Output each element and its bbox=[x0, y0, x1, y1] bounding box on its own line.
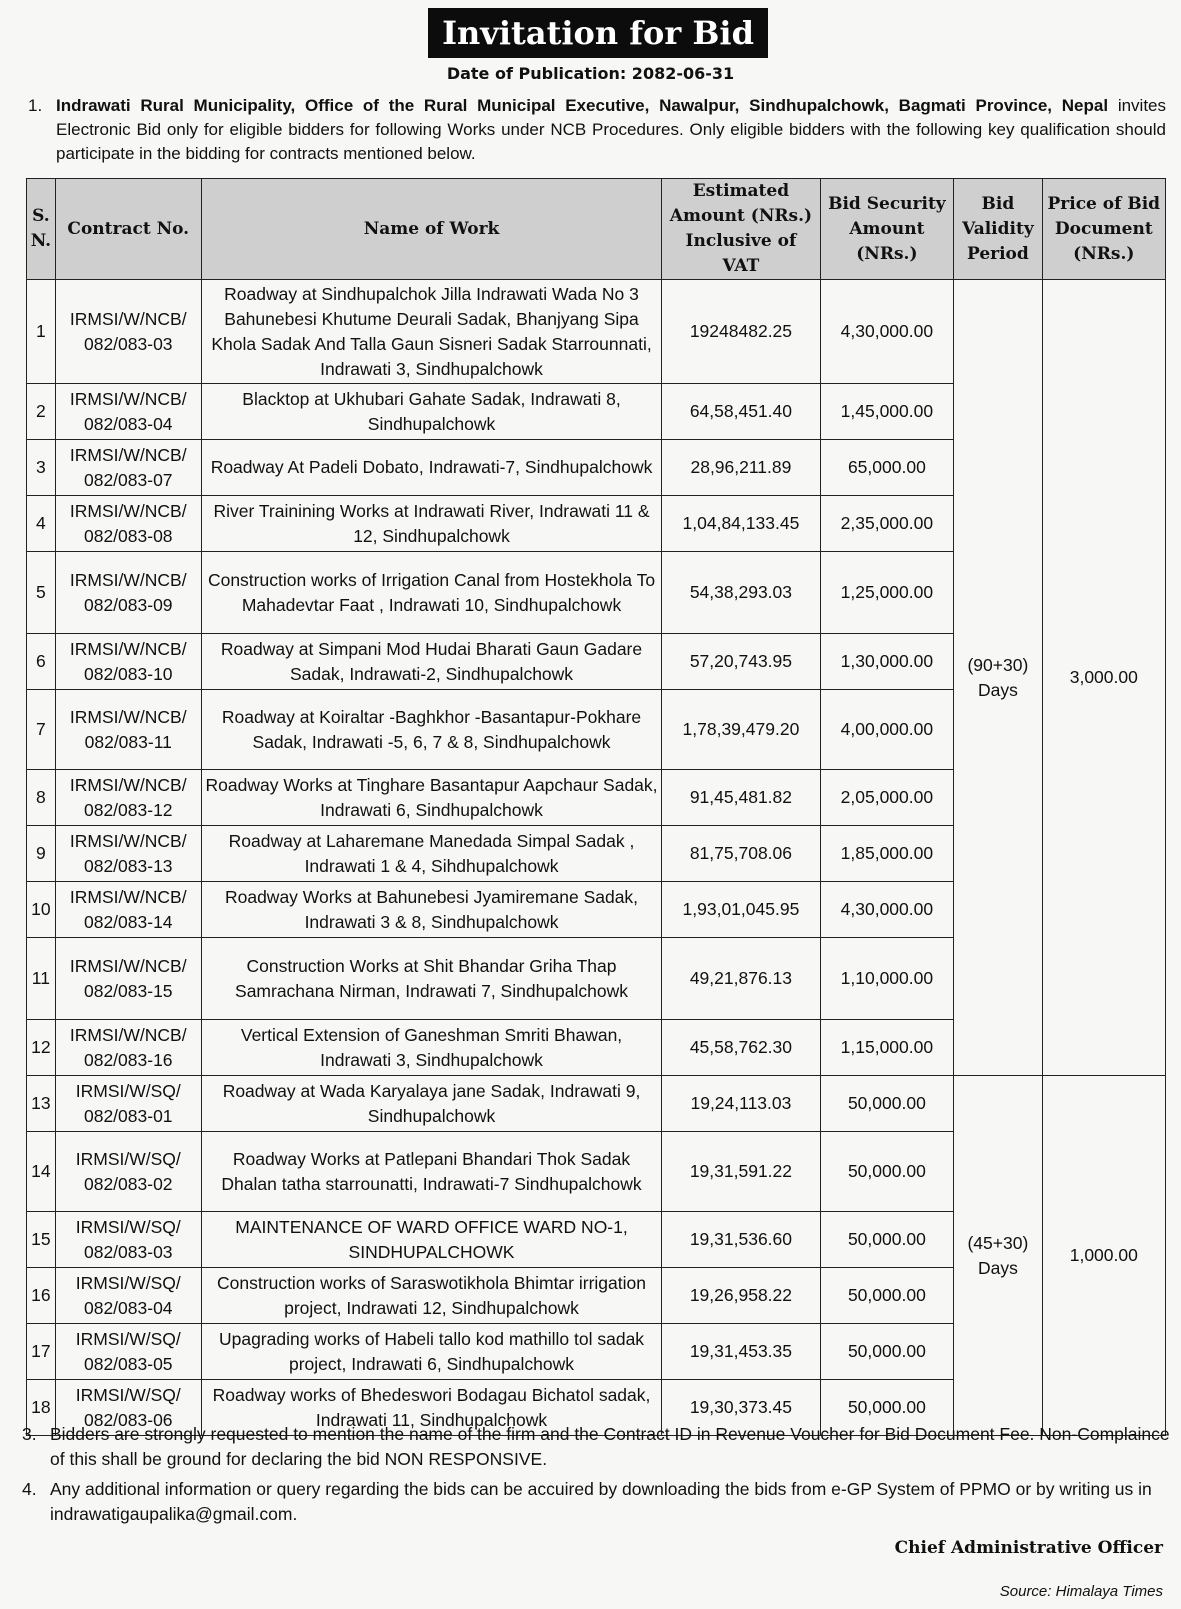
header-price-of-bid-document: Price of Bid Document (NRs.) bbox=[1042, 179, 1165, 280]
row-sn: 6 bbox=[27, 634, 56, 690]
row-bid-security: 1,25,000.00 bbox=[820, 552, 954, 634]
row-estimated-amount: 19248482.25 bbox=[662, 280, 820, 384]
row-sn: 14 bbox=[27, 1132, 56, 1212]
intro-paragraph bbox=[28, 94, 1166, 166]
row-contract-no: IRMSI/W/SQ/ 082/083-03 bbox=[55, 1212, 201, 1268]
row-bid-security: 65,000.00 bbox=[820, 440, 954, 496]
note-text: Bidders are strongly requested to mention the name of the firm and the Contract ID in Revenue Voucher for Bid Document Fee. Non-Complaince of this shall be ground for declaring the bid NON RESPONSIVE. bbox=[50, 1424, 1170, 1469]
row-estimated-amount: 19,30,373.45 bbox=[662, 1380, 820, 1436]
row-bid-security: 2,05,000.00 bbox=[820, 770, 954, 826]
row-sn: 5 bbox=[27, 552, 56, 634]
header-sn: S. N. bbox=[27, 179, 56, 280]
row-name-of-work: Roadway at Wada Karyalaya jane Sadak, Indrawati 9, Sindhupalchowk bbox=[201, 1076, 662, 1132]
note-text: Any additional information or query regarding the bids can be accuired by downloading the bids from e-GP System of PPMO or by writing us in indrawatigaupalika@gmail.com. bbox=[50, 1479, 1152, 1524]
row-contract-no: IRMSI/W/NCB/ 082/083-08 bbox=[55, 496, 201, 552]
row-estimated-amount: 1,78,39,479.20 bbox=[662, 690, 820, 770]
row-bid-security: 50,000.00 bbox=[820, 1268, 954, 1324]
intro-text: invites Electronic Bid only for eligible bidders for following Works under NCB Procedures. Only eligible bidders with the following key qualification should participate in the bidding for contracts mentioned below. bbox=[56, 96, 1166, 163]
row-sn: 4 bbox=[27, 496, 56, 552]
row-contract-no: IRMSI/W/NCB/ 082/083-07 bbox=[55, 440, 201, 496]
row-contract-no: IRMSI/W/NCB/ 082/083-16 bbox=[55, 1020, 201, 1076]
note-number: 3. bbox=[22, 1424, 37, 1444]
header-estimated-amount: Estimated Amount (NRs.) Inclusive of VAT bbox=[662, 179, 820, 280]
note-number: 4. bbox=[22, 1479, 37, 1499]
bid-validity-period: (45+30) Days bbox=[954, 1076, 1042, 1436]
row-contract-no: IRMSI/W/NCB/ 082/083-11 bbox=[55, 690, 201, 770]
row-name-of-work: Blacktop at Ukhubari Gahate Sadak, Indrawati 8, Sindhupalchowk bbox=[201, 384, 662, 440]
row-name-of-work: Construction Works at Shit Bhandar Griha Thap Samrachana Nirman, Indrawati 7, Sindhupalchowk bbox=[201, 938, 662, 1020]
row-sn: 12 bbox=[27, 1020, 56, 1076]
row-estimated-amount: 1,93,01,045.95 bbox=[662, 882, 820, 938]
row-estimated-amount: 91,45,481.82 bbox=[662, 770, 820, 826]
row-name-of-work: Roadway At Padeli Dobato, Indrawati-7, Sindhupalchowk bbox=[201, 440, 662, 496]
row-estimated-amount: 19,31,453.35 bbox=[662, 1324, 820, 1380]
row-contract-no: IRMSI/W/SQ/ 082/083-06 bbox=[55, 1380, 201, 1436]
row-contract-no: IRMSI/W/SQ/ 082/083-02 bbox=[55, 1132, 201, 1212]
row-name-of-work: Construction works of Irrigation Canal from Hostekhola To Mahadevtar Faat , Indrawati 10, Sindhupalchowk bbox=[201, 552, 662, 634]
bid-document-price: 1,000.00 bbox=[1042, 1076, 1165, 1436]
issuer-name: Indrawati Rural Municipality, Office of the Rural Municipal Executive, Nawalpur, Sindhupalchowk, Bagmati Province, Nepal bbox=[56, 96, 1109, 115]
row-name-of-work: Upagrading works of Habeli tallo kod mathillo tol sadak project, Indrawati 6, Sindhupalchowk bbox=[201, 1324, 662, 1380]
row-sn: 2 bbox=[27, 384, 56, 440]
table-header-row bbox=[27, 179, 1166, 280]
row-bid-security: 1,85,000.00 bbox=[820, 826, 954, 882]
row-bid-security: 50,000.00 bbox=[820, 1212, 954, 1268]
header-bid-security: Bid Security Amount (NRs.) bbox=[820, 179, 954, 280]
header-contract-no: Contract No. bbox=[55, 179, 201, 280]
row-sn: 18 bbox=[27, 1380, 56, 1436]
row-sn: 15 bbox=[27, 1212, 56, 1268]
row-contract-no: IRMSI/W/NCB/ 082/083-15 bbox=[55, 938, 201, 1020]
row-name-of-work: Roadway at Koiraltar -Baghkhor -Basantapur-Pokhare Sadak, Indrawati -5, 6, 7 & 8, Sindhupalchowk bbox=[201, 690, 662, 770]
row-name-of-work: Roadway works of Bhedeswori Bodagau Bichatol sadak, Indrawati 11, Sindhupalchowk bbox=[201, 1380, 662, 1436]
row-name-of-work: Roadway Works at Tinghare Basantapur Aapchaur Sadak, Indrawati 6, Sindhupalchowk bbox=[201, 770, 662, 826]
row-contract-no: IRMSI/W/SQ/ 082/083-05 bbox=[55, 1324, 201, 1380]
row-contract-no: IRMSI/W/NCB/ 082/083-12 bbox=[55, 770, 201, 826]
row-contract-no: IRMSI/W/SQ/ 082/083-01 bbox=[55, 1076, 201, 1132]
page-title: Invitation for Bid bbox=[428, 8, 768, 58]
row-estimated-amount: 19,31,591.22 bbox=[662, 1132, 820, 1212]
row-name-of-work: River Trainining Works at Indrawati River, Indrawati 11 & 12, Sindhupalchowk bbox=[201, 496, 662, 552]
row-name-of-work: Roadway at Simpani Mod Hudai Bharati Gaun Gadare Sadak, Indrawati-2, Sindhupalchowk bbox=[201, 634, 662, 690]
row-bid-security: 1,30,000.00 bbox=[820, 634, 954, 690]
row-contract-no: IRMSI/W/NCB/ 082/083-03 bbox=[55, 280, 201, 384]
row-bid-security: 4,30,000.00 bbox=[820, 280, 954, 384]
row-bid-security: 50,000.00 bbox=[820, 1324, 954, 1380]
row-sn: 16 bbox=[27, 1268, 56, 1324]
row-bid-security: 50,000.00 bbox=[820, 1076, 954, 1132]
signature: Chief Administrative Officer bbox=[894, 1538, 1163, 1558]
row-sn: 7 bbox=[27, 690, 56, 770]
row-bid-security: 50,000.00 bbox=[820, 1132, 954, 1212]
row-sn: 10 bbox=[27, 882, 56, 938]
row-sn: 13 bbox=[27, 1076, 56, 1132]
row-estimated-amount: 19,31,536.60 bbox=[662, 1212, 820, 1268]
row-contract-no: IRMSI/W/NCB/ 082/083-10 bbox=[55, 634, 201, 690]
row-estimated-amount: 19,26,958.22 bbox=[662, 1268, 820, 1324]
note-4 bbox=[22, 1477, 1172, 1527]
row-estimated-amount: 49,21,876.13 bbox=[662, 938, 820, 1020]
row-bid-security: 2,35,000.00 bbox=[820, 496, 954, 552]
row-sn: 8 bbox=[27, 770, 56, 826]
row-estimated-amount: 28,96,211.89 bbox=[662, 440, 820, 496]
row-estimated-amount: 45,58,762.30 bbox=[662, 1020, 820, 1076]
row-estimated-amount: 81,75,708.06 bbox=[662, 826, 820, 882]
row-sn: 17 bbox=[27, 1324, 56, 1380]
row-name-of-work: Construction works of Saraswotikhola Bhimtar irrigation project, Indrawati 12, Sindhupalchowk bbox=[201, 1268, 662, 1324]
bid-document-price: 3,000.00 bbox=[1042, 280, 1165, 1076]
row-estimated-amount: 57,20,743.95 bbox=[662, 634, 820, 690]
header-bid-validity: Bid Validity Period bbox=[954, 179, 1042, 280]
row-estimated-amount: 19,24,113.03 bbox=[662, 1076, 820, 1132]
table-body bbox=[27, 280, 1166, 1436]
row-name-of-work: Vertical Extension of Ganeshman Smriti Bhawan, Indrawati 3, Sindhupalchowk bbox=[201, 1020, 662, 1076]
bid-validity-period: (90+30) Days bbox=[954, 280, 1042, 1076]
row-name-of-work: Roadway at Laharemane Manedada Simpal Sadak , Indrawati 1 & 4, Sihdhupalchowk bbox=[201, 826, 662, 882]
row-contract-no: IRMSI/W/SQ/ 082/083-04 bbox=[55, 1268, 201, 1324]
row-bid-security: 4,30,000.00 bbox=[820, 882, 954, 938]
table-row bbox=[27, 1076, 1166, 1132]
note-3 bbox=[22, 1422, 1172, 1472]
row-name-of-work: Roadway Works at Bahunebesi Jyamiremane Sadak, Indrawati 3 & 8, Sindhupalchowk bbox=[201, 882, 662, 938]
row-bid-security: 50,000.00 bbox=[820, 1380, 954, 1436]
table-row bbox=[27, 280, 1166, 384]
row-name-of-work: Roadway at Sindhupalchok Jilla Indrawati Wada No 3 Bahunebesi Khutume Deurali Sadak, Bhanjyang Sipa Khola Sadak And Talla Gaun Sisneri Sadak Starrounnati, Indrawati 3, Sindhupalchowk bbox=[201, 280, 662, 384]
row-estimated-amount: 54,38,293.03 bbox=[662, 552, 820, 634]
row-bid-security: 1,15,000.00 bbox=[820, 1020, 954, 1076]
row-bid-security: 4,00,000.00 bbox=[820, 690, 954, 770]
row-name-of-work: Roadway Works at Patlepani Bhandari Thok Sadak Dhalan tatha starrounatti, Indrawati-7 Sindhupalchowk bbox=[201, 1132, 662, 1212]
intro-number: 1. bbox=[28, 96, 43, 115]
row-sn: 9 bbox=[27, 826, 56, 882]
row-contract-no: IRMSI/W/NCB/ 082/083-09 bbox=[55, 552, 201, 634]
row-estimated-amount: 1,04,84,133.45 bbox=[662, 496, 820, 552]
row-sn: 1 bbox=[27, 280, 56, 384]
row-sn: 3 bbox=[27, 440, 56, 496]
publication-date: Date of Publication: 2082-06-31 bbox=[446, 64, 735, 83]
row-estimated-amount: 64,58,451.40 bbox=[662, 384, 820, 440]
row-contract-no: IRMSI/W/NCB/ 082/083-04 bbox=[55, 384, 201, 440]
bid-table bbox=[26, 178, 1166, 1436]
row-name-of-work: MAINTENANCE OF WARD OFFICE WARD NO-1, SINDHUPALCHOWK bbox=[201, 1212, 662, 1268]
row-contract-no: IRMSI/W/NCB/ 082/083-13 bbox=[55, 826, 201, 882]
row-bid-security: 1,45,000.00 bbox=[820, 384, 954, 440]
row-bid-security: 1,10,000.00 bbox=[820, 938, 954, 1020]
row-sn: 11 bbox=[27, 938, 56, 1020]
header-name-of-work: Name of Work bbox=[201, 179, 662, 280]
source-credit: Source: Himalaya Times bbox=[999, 1583, 1163, 1600]
row-contract-no: IRMSI/W/NCB/ 082/083-14 bbox=[55, 882, 201, 938]
